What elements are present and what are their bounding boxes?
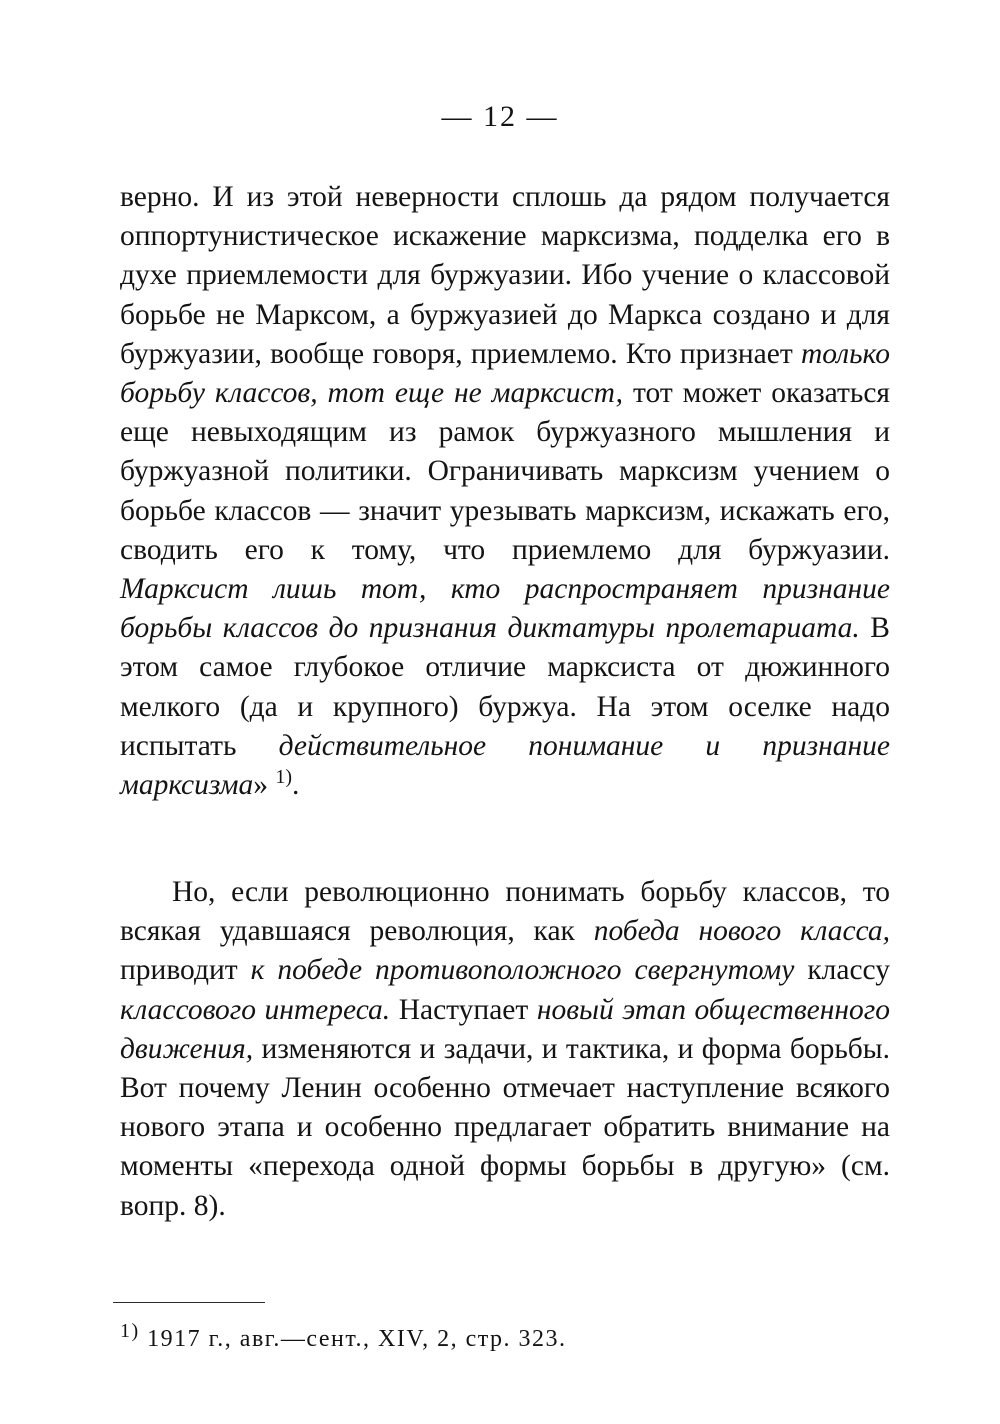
footnote-reference: 1) — [275, 766, 292, 789]
italic-emphasis: к победе противоположного свергнутому — [250, 954, 795, 987]
footnote-divider — [113, 1302, 265, 1303]
footnote-text: 1917 г., авг.—сент., XIV, 2, стр. 323. — [139, 1326, 567, 1352]
text-run: приводит — [120, 954, 251, 987]
paragraph-1 — [120, 178, 890, 805]
paragraph-text — [120, 873, 890, 1226]
footnote-marker: 1) — [120, 1320, 140, 1342]
text-run: » — [253, 769, 276, 802]
text-run: изменяются и задачи, и тактика, и форма борьбы. Вот почему Ленин особенно отмечает наступление всякого нового этапа и особенно предлагает обратить внимание на моменты «перехода одной формы борьбы в другую» (см. вопр. 8). — [120, 1032, 890, 1222]
italic-emphasis: только борьбу классов, тот еще не марксист, — [120, 337, 890, 410]
italic-emphasis: Марксист лишь тот, кто распространяет признание борьбы классов до признания диктатуры пролетариата. — [120, 573, 890, 645]
text-run: В этом самое глубокое отличие марксиста от дюжинного мелкого (да и крупного) буржуа. На этом оселке надо испытать — [120, 612, 890, 762]
page-number: — 12 — — [441, 100, 559, 133]
footnote — [120, 1322, 890, 1356]
italic-emphasis: классового интереса. — [120, 993, 391, 1026]
italic-emphasis: действительное понимание и признание марксизма — [120, 729, 890, 802]
italic-emphasis: победа нового класса, — [593, 915, 891, 948]
paragraph-text — [120, 178, 890, 805]
text-run: верно. И из этой неверности сплошь да рядом получается оппортунистическое искажение марксизма, подделка его в духе приемлемости для буржуазии. Ибо учение о классовой борьбе не Марксом, а буржуазией до Маркса создано и для буржуазии, вообще говоря, приемлемо. Кто признает — [120, 181, 890, 370]
text-run: . — [292, 769, 300, 802]
text-run: Но, если революционно понимать борьбу классов, то всякая удавшаяся революция, как — [120, 876, 890, 948]
paragraph-2 — [120, 873, 890, 1226]
italic-emphasis: новый этап общественного движения, — [120, 993, 890, 1065]
text-run: тот может оказаться еще невыходящим из рамок буржуазного мышления и буржуазной политики. Ограничивать марксизм учением о борьбе классов — значит урезывать марксизм, искажать его, сводить его к тому, что приемлемо для буржуазии. — [120, 377, 890, 566]
text-run: классу — [794, 954, 891, 987]
text-run: Наступает — [390, 993, 537, 1026]
